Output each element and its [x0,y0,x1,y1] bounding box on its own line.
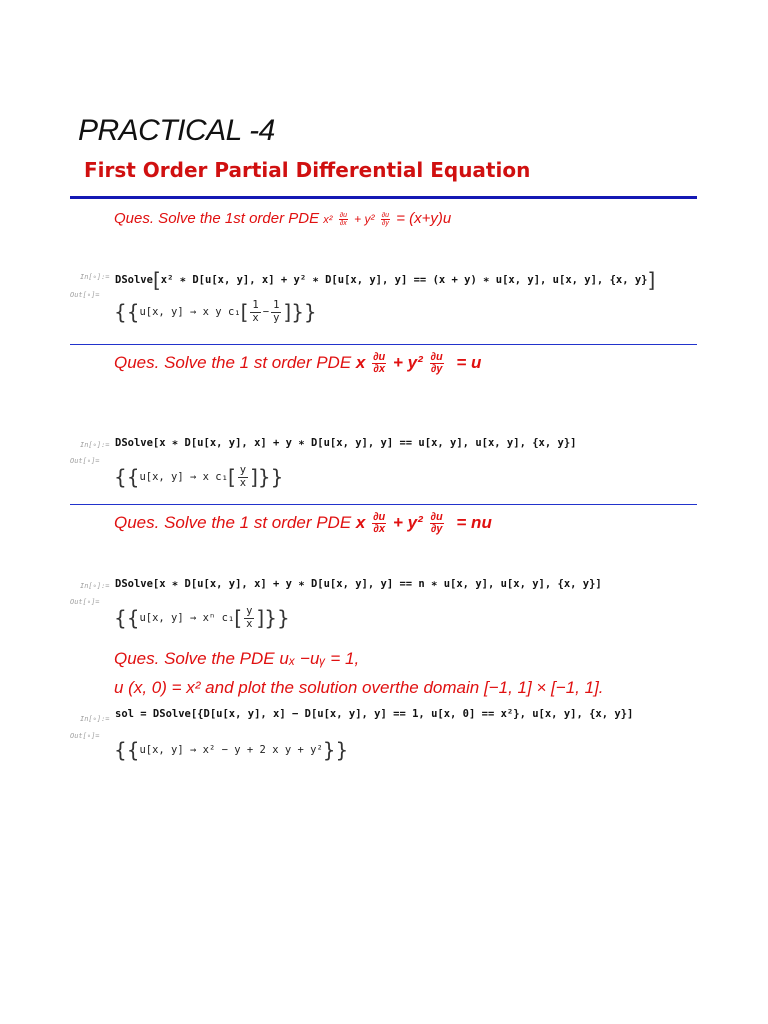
cell-2-in-label: In[∘]:= [80,441,110,449]
cell-4-in-label: In[∘]:= [80,715,110,723]
question-1-plus-y2: + y² [354,212,375,226]
cell-1-input[interactable]: DSolve[x² ∗ D[u[x, y], x] + y² ∗ D[u[x, y], y] == (x + y) ∗ u[x, y], u[x, y], {x, y}] [115,268,656,292]
page-title: PRACTICAL -4 [78,114,275,147]
cell-3-input[interactable]: DSolve[x ∗ D[u[x, y], x] + y ∗ D[u[x, y], y] == n ∗ u[x, y], u[x, y], {x, y}] [115,578,602,590]
cell-4-input[interactable]: sol = DSolve[{D[u[x, y], x] − D[u[x, y], y] == 1, u[x, 0] == x²}, u[x, y], {x, y}] [115,708,634,720]
section-divider [70,196,697,199]
question-3-fraction-dudx: $\frac{\partial u}{\partial x}$ [373,511,386,535]
section-divider [70,344,697,345]
cell-4-output: {{u[x, y] → x² − y + 2 x y + y²}} [114,738,349,762]
question-3-fraction-dudy: $\frac{\partial u}{\partial y}$ [430,511,443,535]
page-subtitle: First Order Partial Differential Equation [84,158,531,182]
cell-2-out-label: Out[∘]= [70,457,100,465]
question-2-fraction-dudy: $\frac{\partial u}{\partial y}$ [430,351,443,375]
question-1-rhs: = (x+y)u [396,210,452,227]
question-1-x2: x² [323,214,333,226]
question-3: Ques. Solve the 1 st order PDE x $\frac{\partial u}{\partial x}$ + y² $\frac{\partial u}{\partial y}$ = nu [114,511,492,535]
question-2-fraction-dudx: $\frac{\partial u}{\partial x}$ [373,351,386,375]
question-4-line-1: Ques. Solve the PDE uₓ −uᵧ = 1, [114,649,360,668]
question-1-fraction-dudy: $\frac{\partial u}{\partial y}$ [381,211,390,227]
cell-2-output: {{u[x, y] → x c₁[ $\frac{y}{x}$ ]}} [114,464,284,489]
cell-3-out-label: Out[∘]= [70,598,100,606]
cell-2-input[interactable]: DSolve[x ∗ D[u[x, y], x] + y ∗ D[u[x, y], y] == u[x, y], u[x, y], {x, y}] [115,437,577,449]
cell-1-out-label: Out[∘]= [70,291,100,299]
cell-3-output: {{u[x, y] → xⁿ c₁[ $\frac{y}{x}$ ]}} [114,605,290,630]
question-4-line-2: u (x, 0) = x² and plot the solution overthe domain [−1, 1] × [−1, 1]. [114,678,604,697]
question-2: Ques. Solve the 1 st order PDE x $\frac{\partial u}{\partial x}$ + y² $\frac{\partial u}{\partial y}$ = u [114,351,482,375]
cell-1-output: {{u[x, y] → x y c₁[ $\frac{1}{x}$ − $\frac{1}{y}$ ]}} [114,299,317,324]
cell-1-in-label: In[∘]:= [80,273,110,281]
question-1 [114,210,451,227]
cell-4-out-label: Out[∘]= [70,732,100,740]
question-1-fraction-dudx: $\frac{\partial u}{\partial x}$ [339,211,347,227]
section-divider [70,504,697,505]
cell-3-in-label: In[∘]:= [80,582,110,590]
question-1-prefix: Ques. Solve the 1st order PDE [114,210,320,227]
